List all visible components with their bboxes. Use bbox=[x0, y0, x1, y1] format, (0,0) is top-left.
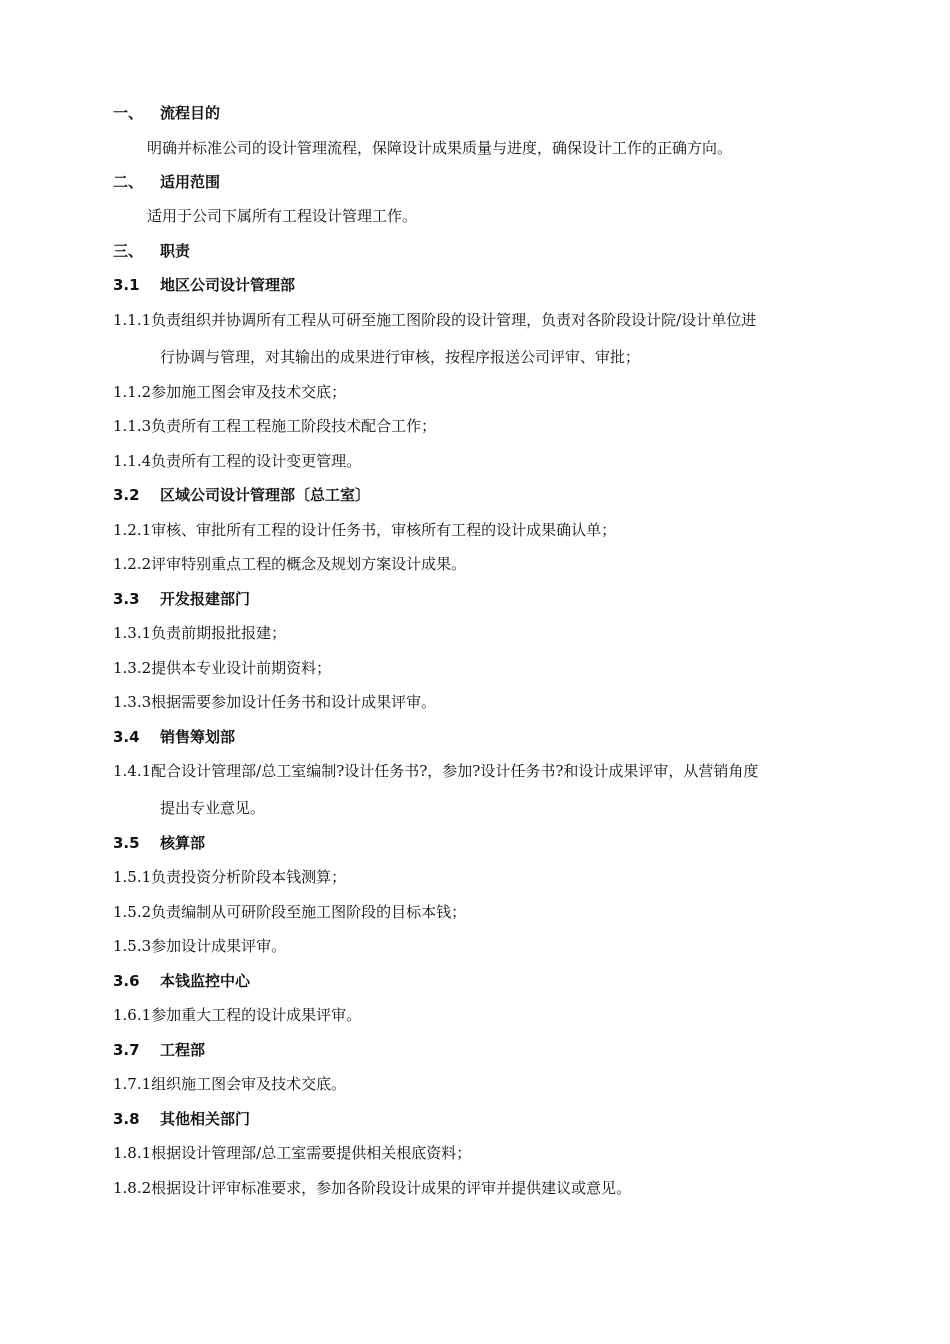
item-continuation-text: 行协调与管理，对其输出的成果进行审核，按程序报送公司评审、审批； bbox=[160, 348, 641, 366]
item-text: 1.6.1参加重大工程的设计成果评审。 bbox=[113, 1006, 362, 1024]
item-continuation-text: 提出专业意见。 bbox=[160, 799, 266, 817]
item-text: 1.5.2负责编制从可研阶段至施工图阶段的目标本钱； bbox=[113, 903, 467, 921]
subsection-number: 3.8 bbox=[113, 1110, 140, 1128]
item-text: 1.2.2评审特别重点工程的概念及规划方案设计成果。 bbox=[113, 555, 467, 573]
paragraph-text: 明确并标准公司的设计管理流程，保障设计成果质量与进度，确保设计工作的正确方向。 bbox=[147, 139, 733, 157]
item-text: 1.1.1负责组织并协调所有工程从可研至施工图阶段的设计管理，负责对各阶段设计院/设计单位进 bbox=[113, 311, 757, 329]
subsection-number: 3.1 bbox=[113, 276, 140, 294]
subsection-title: 其他相关部门 bbox=[160, 1110, 251, 1128]
item-text: 1.8.1根据设计管理部/总工室需要提供相关根底资料； bbox=[113, 1144, 472, 1162]
item-text: 1.1.2参加施工图会审及技术交底； bbox=[113, 383, 347, 401]
item-text: 1.1.4负责所有工程的设计变更管理。 bbox=[113, 452, 362, 470]
section-number: 二、 bbox=[113, 173, 144, 191]
item-text: 1.5.1负责投资分析阶段本钱测算； bbox=[113, 868, 347, 886]
section-number: 三、 bbox=[113, 242, 144, 260]
subsection-number: 3.5 bbox=[113, 834, 140, 852]
section-title: 职责 bbox=[160, 242, 191, 260]
item-text: 1.3.2提供本专业设计前期资料； bbox=[113, 659, 332, 677]
subsection-title: 工程部 bbox=[160, 1041, 206, 1059]
item-text: 1.4.1配合设计管理部/总工室编制?设计任务书?，参加?设计任务书?和设计成果评审，从营销角度 bbox=[113, 762, 759, 780]
subsection-number: 3.6 bbox=[113, 972, 140, 990]
section-title: 适用范围 bbox=[160, 173, 221, 191]
subsection-title: 核算部 bbox=[160, 834, 206, 852]
subsection-title: 本钱监控中心 bbox=[160, 972, 251, 990]
subsection-title: 地区公司设计管理部 bbox=[160, 276, 296, 294]
subsection-number: 3.7 bbox=[113, 1041, 140, 1059]
section-title: 流程目的 bbox=[160, 104, 221, 122]
section-number: 一、 bbox=[113, 104, 144, 122]
item-text: 1.3.3根据需要参加设计任务书和设计成果评审。 bbox=[113, 693, 437, 711]
paragraph-text: 适用于公司下属所有工程设计管理工作。 bbox=[147, 207, 418, 225]
item-text: 1.8.2根据设计评审标准要求，参加各阶段设计成果的评审并提供建议或意见。 bbox=[113, 1179, 632, 1197]
item-text: 1.2.1审核、审批所有工程的设计任务书，审核所有工程的设计成果确认单； bbox=[113, 521, 617, 539]
subsection-number: 3.3 bbox=[113, 590, 140, 608]
subsection-title: 销售筹划部 bbox=[160, 728, 236, 746]
item-text: 1.3.1负责前期报批报建； bbox=[113, 624, 287, 642]
item-text: 1.5.3参加设计成果评审。 bbox=[113, 937, 287, 955]
subsection-number: 3.4 bbox=[113, 728, 140, 746]
item-text: 1.1.3负责所有工程工程施工阶段技术配合工作； bbox=[113, 417, 437, 435]
subsection-title: 区域公司设计管理部〔总工室〕 bbox=[160, 486, 371, 504]
item-text: 1.7.1组织施工图会审及技术交底。 bbox=[113, 1075, 347, 1093]
subsection-title: 开发报建部门 bbox=[160, 590, 251, 608]
subsection-number: 3.2 bbox=[113, 486, 140, 504]
